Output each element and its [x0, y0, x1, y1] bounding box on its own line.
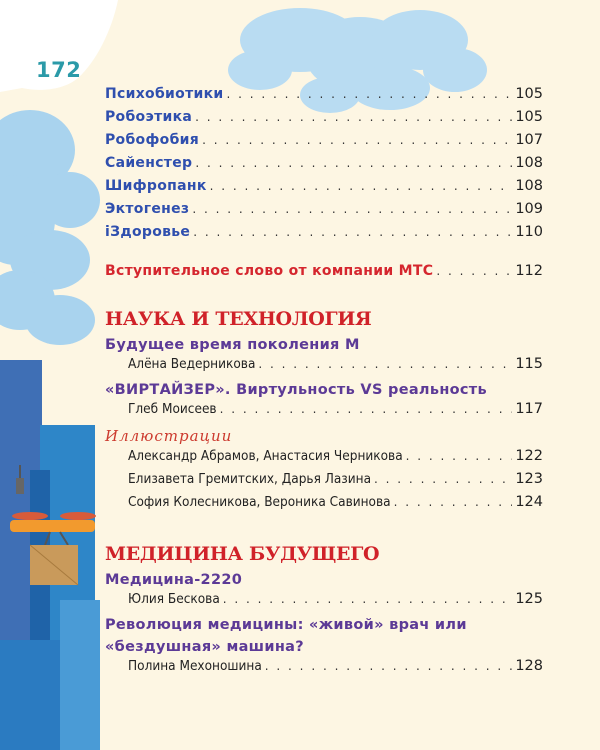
- illustrator-names: Елизавета Гремитских, Дарья Лазина: [128, 471, 372, 487]
- author-name: Полина Мехоношина: [128, 658, 262, 674]
- article-title-line: Революция медицины: «живой» врач или: [105, 617, 467, 633]
- article-title-line: «бездушная» машина?: [105, 639, 304, 655]
- leader-dots: [195, 156, 512, 170]
- toc-entry-page: 125: [515, 591, 543, 607]
- toc-entry[interactable]: [105, 132, 543, 155]
- toc-entry-page: 124: [515, 494, 543, 510]
- illustrator-names: София Колесникова, Вероника Савинова: [128, 494, 391, 510]
- author-entry[interactable]: [105, 356, 543, 379]
- toc-entry-page: 109: [515, 201, 543, 217]
- toc-entry[interactable]: [105, 224, 543, 247]
- leader-dots: [227, 87, 513, 101]
- article-title[interactable]: «ВИРТАЙЗЕР». Виртульность VS реальность: [105, 382, 487, 398]
- author-name: Глеб Моисеев: [128, 401, 217, 417]
- page-number: 172: [36, 58, 82, 82]
- leader-dots: [202, 133, 512, 147]
- toc-entry[interactable]: [105, 178, 543, 201]
- toc-entry-title: Вступительное слово от компании МТС: [105, 263, 434, 279]
- spacer: [105, 517, 543, 539]
- toc-entry[interactable]: [105, 109, 543, 132]
- illustration-entry[interactable]: [105, 471, 543, 494]
- toc-entry-page: 117: [515, 401, 543, 417]
- left-cloud-icon: [0, 110, 100, 345]
- toc-entry[interactable]: [105, 201, 543, 224]
- toc-entry-page: 105: [515, 109, 543, 125]
- leader-dots: [374, 472, 512, 486]
- toc-entry-page: 115: [515, 356, 543, 372]
- leader-dots: [192, 202, 512, 216]
- author-name: Юлия Бескова: [128, 591, 220, 607]
- toc-entry-page: 123: [515, 471, 543, 487]
- author-entry[interactable]: [105, 401, 543, 424]
- section-heading[interactable]: МЕДИЦИНА БУДУЩЕГО: [105, 543, 380, 565]
- toc-entry[interactable]: [105, 86, 543, 109]
- article-title[interactable]: [105, 614, 543, 658]
- spacer: [105, 286, 543, 304]
- article-title[interactable]: Медицина-2220: [105, 572, 243, 588]
- toc-entry[interactable]: [105, 155, 543, 178]
- toc-entry-page: 128: [515, 658, 543, 674]
- leader-dots: [394, 495, 513, 509]
- table-of-contents: [105, 86, 543, 681]
- leader-dots: [195, 110, 512, 124]
- illustrations-label: Иллюстрации: [105, 427, 233, 445]
- toc-entry-title: Робофобия: [105, 132, 200, 148]
- article-title[interactable]: Будущее время поколения М: [105, 337, 360, 353]
- toc-entry-page: 107: [515, 132, 543, 148]
- toc-entry-title: iЗдоровье: [105, 224, 191, 240]
- toc-intro-entry[interactable]: [105, 263, 543, 286]
- leader-dots: [220, 402, 513, 416]
- leader-dots: [223, 592, 513, 606]
- toc-entry-page: 110: [515, 224, 543, 240]
- spacer: [105, 247, 543, 263]
- leader-dots: [436, 264, 512, 278]
- toc-entry-page: 122: [515, 448, 543, 464]
- toc-entry-title: Робоэтика: [105, 109, 193, 125]
- toc-entry-page: 108: [515, 155, 543, 171]
- illustration-entry[interactable]: [105, 494, 543, 517]
- toc-entry-title: Шифропанк: [105, 178, 207, 194]
- toc-entry-title: Эктогенез: [105, 201, 190, 217]
- toc-entry-page: 112: [515, 263, 543, 279]
- leader-dots: [193, 225, 512, 239]
- toc-entry-title: Психобиотики: [105, 86, 224, 102]
- toc-entry-page: 108: [515, 178, 543, 194]
- toc-entry-page: 105: [515, 86, 543, 102]
- leader-dots: [406, 449, 513, 463]
- author-entry[interactable]: [105, 658, 543, 681]
- illustrator-names: Александр Абрамов, Анастасия Черникова: [128, 448, 403, 464]
- toc-entry-title: Сайенстер: [105, 155, 193, 171]
- leader-dots: [265, 659, 513, 673]
- section-heading[interactable]: НАУКА И ТЕХНОЛОГИЯ: [105, 308, 372, 330]
- leader-dots: [210, 179, 513, 193]
- author-entry[interactable]: [105, 591, 543, 614]
- leader-dots: [258, 357, 512, 371]
- author-name: Алёна Ведерникова: [128, 356, 256, 372]
- toc-top-list: [105, 86, 543, 247]
- illustration-entry[interactable]: [105, 448, 543, 471]
